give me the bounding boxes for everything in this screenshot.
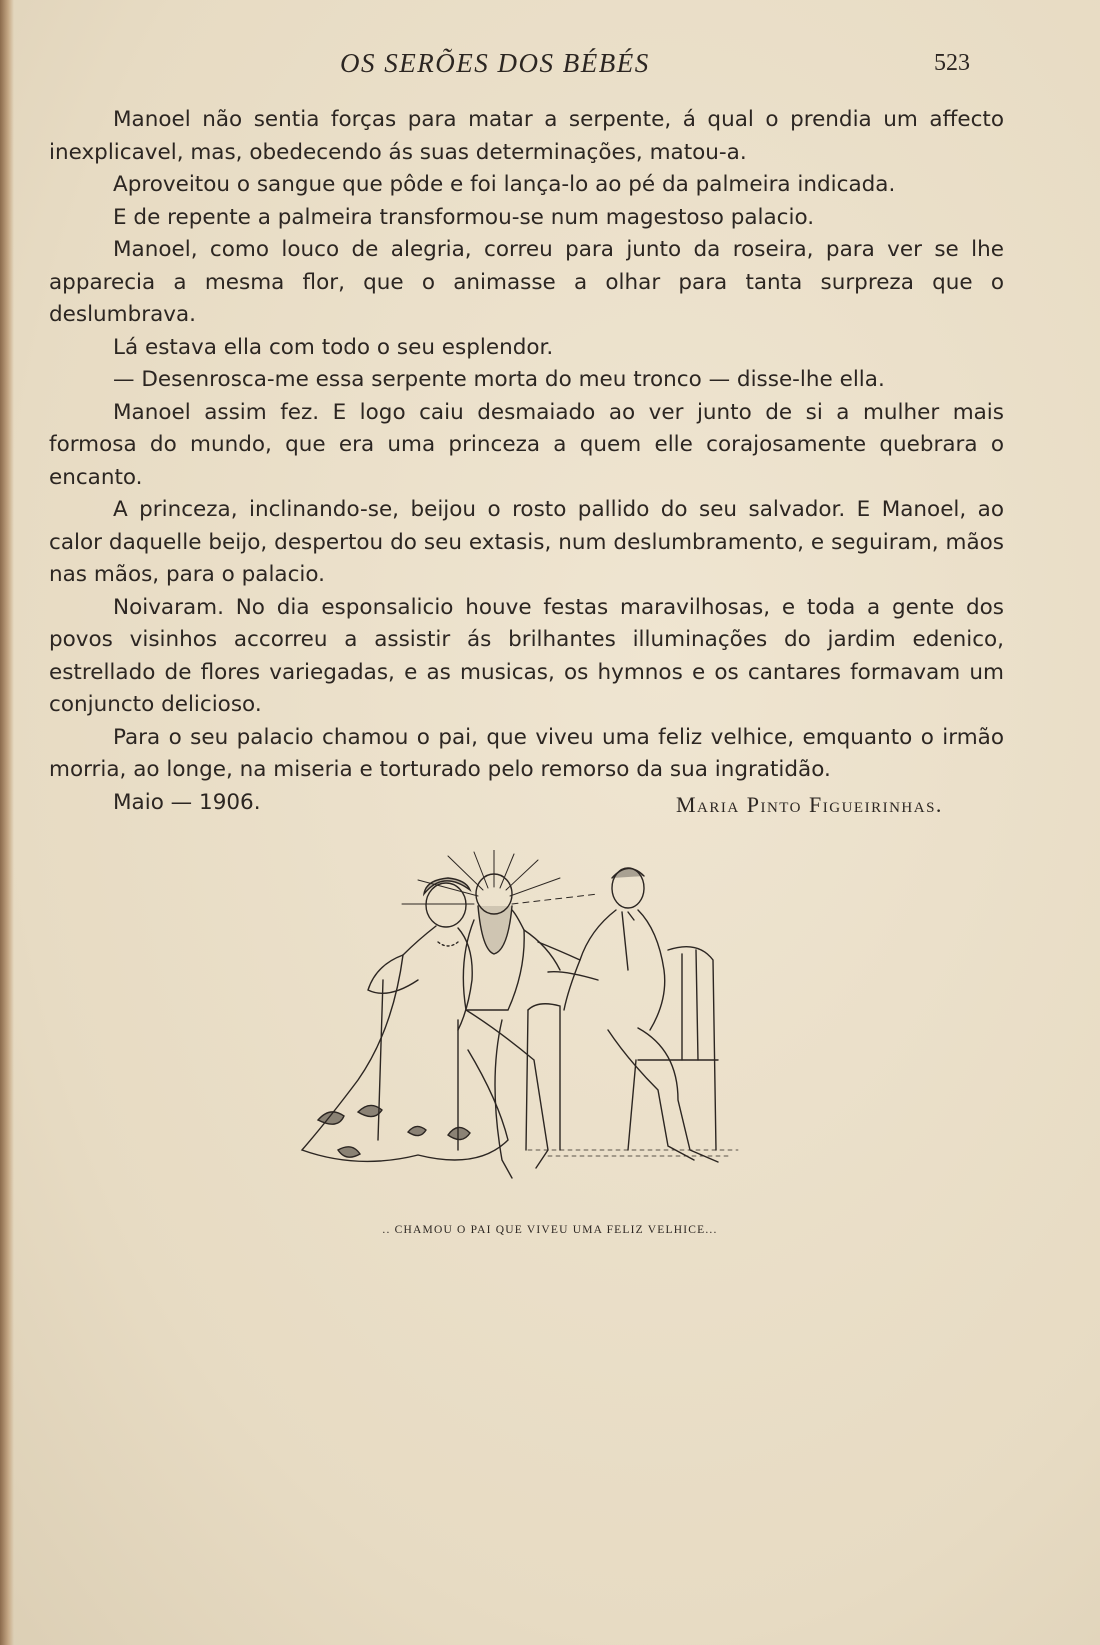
paragraph: Aproveitou o sangue que pôde e foi lança-lo ao pé da palmeira indicada. xyxy=(113,172,896,197)
paragraph: — Desenrosca-me essa serpente morta do meu tronco — disse-lhe ella. xyxy=(113,367,885,392)
young-man-figure xyxy=(538,868,718,1162)
page-header xyxy=(0,44,1100,84)
paragraph: E de repente a palmeira transformou-se num magestoso palacio. xyxy=(113,204,815,230)
paragraph: A princeza, inclinando-se, beijou o rosto pallido do seu salvador. E Manoel, ao calor daquelle beijo, despertou do seu extasis, num deslumbramento, e seguiram, mãos nas mãos, para o palacio. xyxy=(49,497,1004,587)
halo-rays xyxy=(402,850,598,904)
paragraph: Manoel, como louco de alegria, correu para junto da roseira, para ver se lhe apparecia a mesma flor, que o animasse a olhar para tanta surpreza que o deslumbrava. xyxy=(49,237,1004,327)
date-line: Maio — 1906. xyxy=(113,789,261,815)
engraving-illustration xyxy=(298,850,758,1220)
page-number: 523 xyxy=(934,50,970,76)
paragraph: Manoel assim fez. E logo caiu desmaiado ao ver junto de si a mulher mais formosa do mundo, que era uma princeza a quem elle corajosamente quebrara o encanto. xyxy=(49,399,1004,490)
story-text xyxy=(49,104,1004,819)
paragraph: Manoel não sentia forças para matar a serpente, á qual o prendia um affecto inexplicavel, mas, obedecendo ás suas determinações, matou-a. xyxy=(49,107,1004,165)
paragraph: Para o seu palacio chamou o pai, que viveu uma feliz velhice, emquanto o irmão morria, ao longe, na miseria e torturado pelo remorso da sua ingratidão. xyxy=(49,724,1004,782)
author-signature: Maria Pinto Figueirinhas. xyxy=(676,792,943,817)
ground-hatching xyxy=(528,1150,738,1156)
chairs xyxy=(378,947,718,1150)
running-title: OS SERÕES DOS BÉBÉS xyxy=(340,48,650,78)
paragraph: Noivaram. No dia esponsalicio houve festas maravilhosas, e toda a gente dos povos visinhos accorreu a assistir ás brilhantes illuminações do jardim edenico, estrellado de flores variegadas, e as musicas, os hymnos e os cantares formavam um conjuncto delicioso. xyxy=(49,594,1004,717)
old-man-figure xyxy=(463,874,560,1178)
paragraph: Lá estava ella com todo o seu esplendor. xyxy=(113,334,554,360)
illustration-caption: .. CHAMOU O PAI QUE VIVEU UMA FELIZ VELHICE... xyxy=(382,1224,718,1236)
woman-figure xyxy=(302,878,508,1161)
page-spine-shadow xyxy=(0,0,14,1645)
